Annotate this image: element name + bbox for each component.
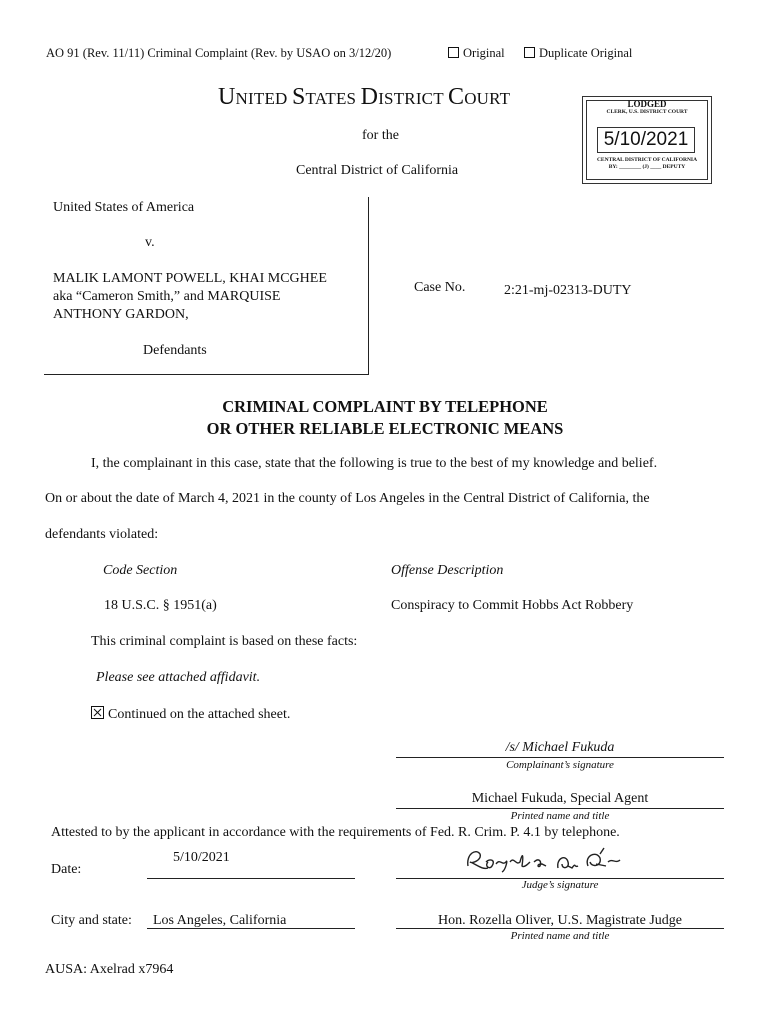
district-name: Central District of California — [296, 163, 459, 178]
original-label: Original — [463, 46, 505, 60]
duplicate-label: Duplicate Original — [539, 46, 633, 60]
complainant-printed-name: Michael Fukuda, Special Agent — [396, 791, 724, 809]
checkmark-x-icon — [92, 707, 103, 718]
judge-name-label: Printed name and title — [510, 930, 610, 942]
judge-handwritten-signature — [462, 844, 632, 876]
case-no-label: Case No. — [414, 280, 466, 295]
see-affidavit: Please see attached affidavit. — [96, 670, 261, 685]
continued-checkbox[interactable] — [91, 706, 104, 719]
for-the-text: for the — [362, 128, 399, 143]
offense-description-header: Offense Description — [391, 563, 504, 578]
complainant-name-label: Printed name and title — [510, 810, 610, 822]
form-id: AO 91 (Rev. 11/11) Criminal Complaint (Rev. by USAO on 3/12/20) — [46, 46, 392, 60]
stamp-lodged: LODGED — [627, 99, 667, 109]
attestation: Attested to by the applicant in accordance with the requirements of Fed. R. Crim. P. 4.1 by telephone. — [51, 825, 620, 840]
date-label: Date: — [51, 862, 82, 877]
offense-date-line: On or about the date of March 4, 2021 in the county of Los Angeles in the Central District of California, the — [45, 491, 650, 506]
lodged-stamp — [582, 96, 712, 184]
defendants-label: Defendants — [143, 343, 207, 358]
judge-printed-name: Hon. Rozella Oliver, U.S. Magistrate Judge — [396, 913, 724, 929]
complainant-signature: /s/ Michael Fukuda — [396, 740, 724, 758]
complainant-signature-label: Complainant’s signature — [506, 759, 614, 771]
continued-option — [91, 706, 290, 723]
original-option — [448, 46, 505, 61]
offense-description: Conspiracy to Commit Hobbs Act Robbery — [391, 598, 634, 613]
judge-signature-line — [396, 842, 724, 879]
stamp-date: 5/10/2021 — [597, 127, 695, 153]
stamp-district: CENTRAL DISTRICT OF CALIFORNIA — [596, 157, 698, 163]
stamp-clerk: CLERK, U.S. DISTRICT COURT — [606, 109, 688, 115]
duplicate-checkbox[interactable] — [524, 47, 535, 58]
court-title: UNITED STATES DISTRICT COURT — [218, 84, 511, 110]
city-state-label: City and state: — [51, 913, 132, 928]
duplicate-option — [524, 46, 632, 61]
plaintiff: United States of America — [53, 200, 195, 215]
city-state-field — [147, 913, 355, 929]
versus: v. — [145, 235, 155, 250]
judge-signature-label: Judge’s signature — [521, 879, 599, 891]
defendant-names: MALIK LAMONT POWELL, KHAI MCGHEE aka “Cameron Smith,” and MARQUISE ANTHONY GARDON, — [53, 271, 327, 322]
ausa-contact: AUSA: Axelrad x7964 — [45, 962, 174, 977]
violated-line: defendants violated: — [45, 527, 159, 542]
code-section: 18 U.S.C. § 1951(a) — [104, 598, 217, 613]
based-on-facts: This criminal complaint is based on these facts: — [91, 634, 358, 649]
original-checkbox[interactable] — [448, 47, 459, 58]
date-field — [147, 850, 355, 879]
complaint-title: CRIMINAL COMPLAINT BY TELEPHONE OR OTHER RELIABLE ELECTRONIC MEANS — [206, 397, 564, 438]
city-state-value: Los Angeles, California — [153, 913, 287, 928]
stamp-by: BY: ________ (J) ____ DEPUTY — [608, 164, 686, 170]
complainant-statement: I, the complainant in this case, state that the following is true to the best of my knowledge and belief. — [91, 456, 658, 471]
code-section-header: Code Section — [103, 563, 178, 578]
continued-label: Continued on the attached sheet. — [108, 707, 291, 722]
date-value: 5/10/2021 — [173, 850, 230, 865]
case-number: 2:21-mj-02313-DUTY — [504, 283, 632, 298]
